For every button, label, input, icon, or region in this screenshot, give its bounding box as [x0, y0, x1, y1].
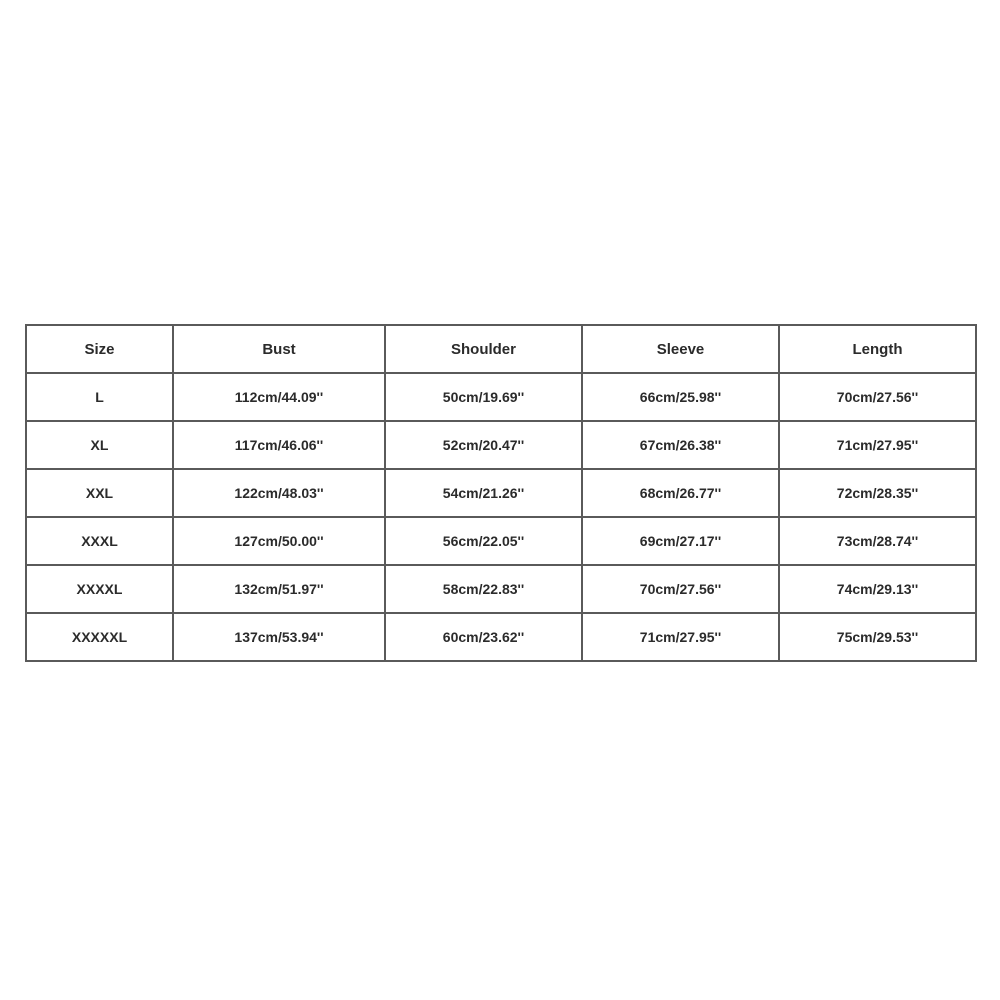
bust-cell: 122cm/48.03'' — [173, 469, 385, 517]
size-cell: XXL — [26, 469, 173, 517]
size-cell: XL — [26, 421, 173, 469]
table-row — [26, 421, 976, 469]
table-row — [26, 469, 976, 517]
sleeve-cell: 70cm/27.56'' — [582, 565, 779, 613]
length-cell: 72cm/28.35'' — [779, 469, 976, 517]
header-sleeve: Sleeve — [582, 325, 779, 373]
sleeve-cell: 66cm/25.98'' — [582, 373, 779, 421]
bust-cell: 117cm/46.06'' — [173, 421, 385, 469]
header-size: Size — [26, 325, 173, 373]
bust-cell: 112cm/44.09'' — [173, 373, 385, 421]
sleeve-cell: 69cm/27.17'' — [582, 517, 779, 565]
length-cell: 71cm/27.95'' — [779, 421, 976, 469]
size-cell: XXXXL — [26, 565, 173, 613]
shoulder-cell: 58cm/22.83'' — [385, 565, 582, 613]
sleeve-cell: 68cm/26.77'' — [582, 469, 779, 517]
bust-cell: 127cm/50.00'' — [173, 517, 385, 565]
header-length: Length — [779, 325, 976, 373]
length-cell: 70cm/27.56'' — [779, 373, 976, 421]
header-shoulder: Shoulder — [385, 325, 582, 373]
sleeve-cell: 67cm/26.38'' — [582, 421, 779, 469]
table-row — [26, 613, 976, 661]
bust-cell: 137cm/53.94'' — [173, 613, 385, 661]
length-cell: 75cm/29.53'' — [779, 613, 976, 661]
shoulder-cell: 60cm/23.62'' — [385, 613, 582, 661]
shoulder-cell: 50cm/19.69'' — [385, 373, 582, 421]
shoulder-cell: 52cm/20.47'' — [385, 421, 582, 469]
length-cell: 74cm/29.13'' — [779, 565, 976, 613]
length-cell: 73cm/28.74'' — [779, 517, 976, 565]
table-row — [26, 517, 976, 565]
sleeve-cell: 71cm/27.95'' — [582, 613, 779, 661]
size-cell: L — [26, 373, 173, 421]
table-row — [26, 373, 976, 421]
table-row — [26, 565, 976, 613]
header-row — [26, 325, 976, 373]
shoulder-cell: 54cm/21.26'' — [385, 469, 582, 517]
shoulder-cell: 56cm/22.05'' — [385, 517, 582, 565]
size-cell: XXXXXL — [26, 613, 173, 661]
size-chart-table — [25, 324, 977, 662]
header-bust: Bust — [173, 325, 385, 373]
bust-cell: 132cm/51.97'' — [173, 565, 385, 613]
size-cell: XXXL — [26, 517, 173, 565]
